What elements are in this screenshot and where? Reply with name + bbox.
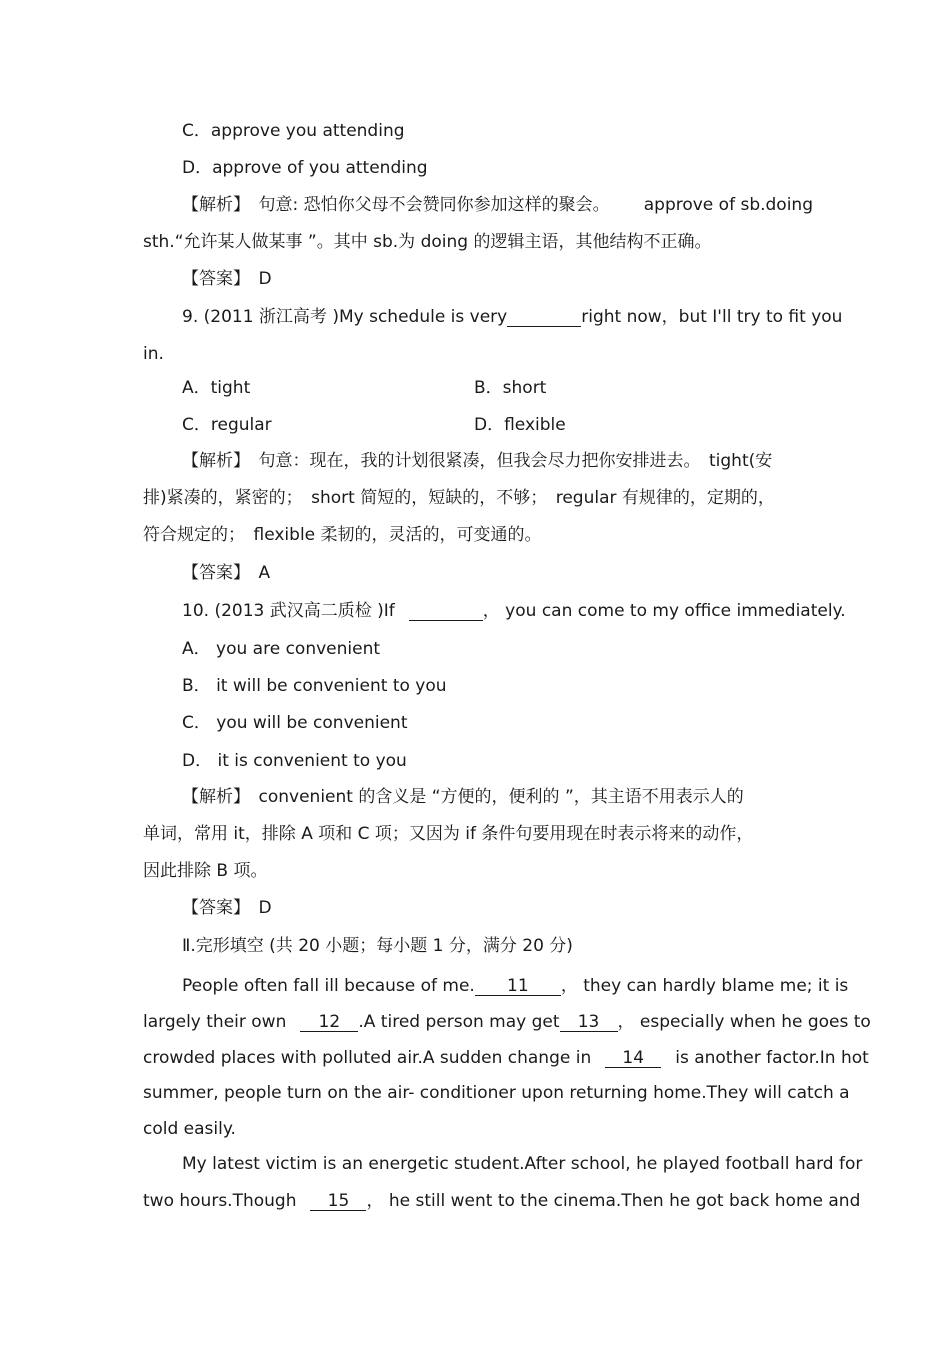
- blank-14: 14: [605, 1049, 661, 1068]
- passage-text: largely their own: [143, 1012, 287, 1032]
- q9-analysis-line1: 【解析】 句意：现在，我的计划很紧凑，但我会尽力把你安排进去。 tight(安: [182, 451, 773, 471]
- passage-text: is another factor.In hot: [675, 1048, 869, 1068]
- q9-stem: [182, 306, 843, 328]
- q9-stem-text-2: right now，but I'll try to fit you: [581, 307, 843, 327]
- passage-p1-line2: [143, 1011, 871, 1033]
- q10-answer-blank: [409, 602, 483, 621]
- passage-text: .A tired person may get: [358, 1012, 560, 1032]
- q10-stem-text: 10. (2013 武汉高二质检 )If: [182, 601, 395, 621]
- passage-p1-line5: cold easily.: [143, 1119, 236, 1139]
- q9-analysis-line3: 符合规定的； flexible 柔韧的，灵活的，可变通的。: [143, 525, 542, 545]
- q9-option-a: A．tight: [182, 378, 251, 398]
- q10-stem: [182, 600, 846, 622]
- q10-option-a: A． you are convenient: [182, 639, 381, 659]
- q10-option-b: B． it will be convenient to you: [182, 676, 447, 696]
- q10-analysis-line1: 【解析】 convenient 的含义是 “方便的，便利的 ”，其主语不用表示人的: [182, 787, 744, 807]
- q8-option-c: C．approve you attending: [182, 121, 405, 141]
- blank-12: 12: [300, 1013, 358, 1032]
- q8-analysis-text: 【解析】 句意: 恐怕你父母不会赞同你参加这样的聚会。: [182, 195, 610, 215]
- q8-analysis-line2: sth.“允许某人做某事 ”。其中 sb.为 doing 的逻辑主语，其他结构不正确。: [143, 232, 712, 252]
- q8-option-d: D．approve of you attending: [182, 158, 428, 178]
- passage-text: ， they can hardly blame me; it is: [560, 976, 849, 996]
- passage-p1-line3: [143, 1047, 869, 1069]
- passage-p2-line1: My latest victim is an energetic student.After school, he played football hard for: [182, 1154, 863, 1174]
- q10-stem-text-2: ， you can come to my office immediately.: [482, 601, 846, 621]
- q8-analysis: [182, 194, 813, 216]
- passage-text: crowded places with polluted air.A sudden change in: [143, 1048, 592, 1068]
- q9-analysis-line2: 排)紧凑的，紧密的； short 简短的，短缺的，不够； regular 有规律的，定期的，: [143, 488, 775, 508]
- passage-text: two hours.Though: [143, 1191, 297, 1211]
- q10-analysis-line2: 单词，常用 it，排除 A 项和 C 项；又因为 if 条件句要用现在时表示将来的动作，: [143, 824, 754, 844]
- q9-option-b: B．short: [474, 378, 547, 398]
- blank-13: 13: [560, 1013, 618, 1032]
- q9-stem-text: 9. (2011 浙江高考 )My schedule is very: [182, 307, 508, 327]
- passage-p1-line1: [182, 975, 849, 997]
- q9-options-row2: [182, 414, 813, 436]
- q9-option-c: C．regular: [182, 415, 272, 435]
- q8-answer: 【答案】 D: [182, 269, 272, 289]
- section-heading: Ⅱ.完形填空 (共 20 小题；每小题 1 分，满分 20 分): [182, 936, 573, 956]
- passage-text: People often fall ill because of me.: [182, 976, 475, 996]
- q9-option-d: D．flexible: [474, 415, 566, 435]
- q9-stem-line2: in.: [143, 344, 164, 364]
- q9-answer-blank: [507, 308, 581, 327]
- blank-11: 11: [475, 977, 561, 996]
- q9-answer: 【答案】 A: [182, 563, 271, 583]
- blank-15: 15: [310, 1192, 366, 1211]
- q8-analysis-phrase: approve of sb.doing: [643, 195, 813, 215]
- passage-text: ， he still went to the cinema.Then he got back home and: [366, 1191, 861, 1211]
- passage-p2-line2: [143, 1190, 861, 1212]
- q10-analysis-line3: 因此排除 B 项。: [143, 861, 268, 881]
- q10-option-d: D． it is convenient to you: [182, 751, 407, 771]
- q10-option-c: C． you will be convenient: [182, 713, 408, 733]
- q9-options-row1: [182, 377, 813, 399]
- q10-answer: 【答案】 D: [182, 898, 272, 918]
- passage-text: ， especially when he goes to: [617, 1012, 871, 1032]
- passage-p1-line4: summer, people turn on the air- conditioner upon returning home.They will catch a: [143, 1083, 850, 1103]
